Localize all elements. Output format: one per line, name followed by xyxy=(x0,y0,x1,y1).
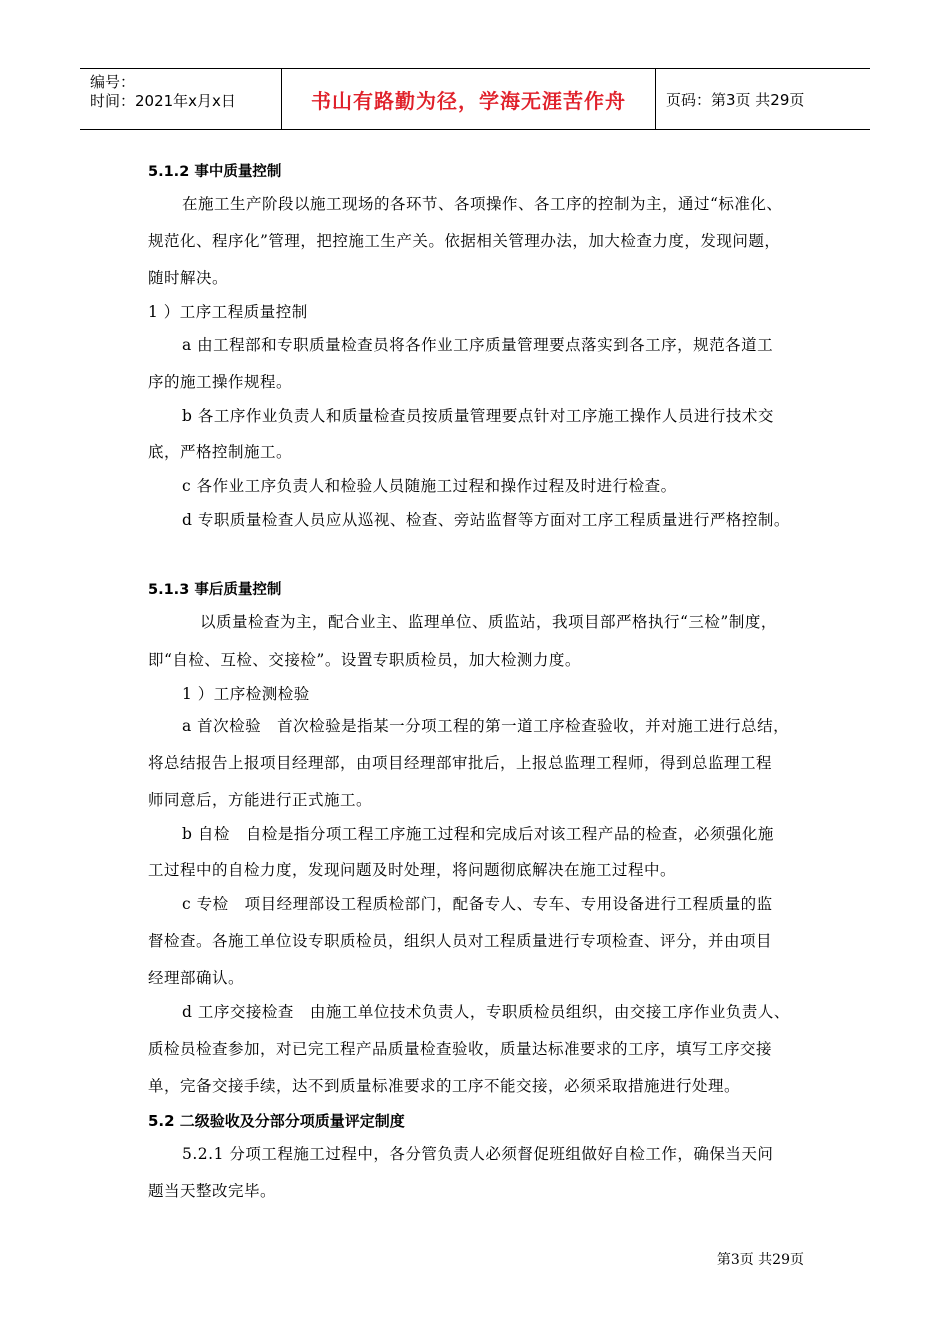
paragraph-line: b 各工序作业负责人和质量检查员按质量管理要点针对工序施工操作人员进行技术交 xyxy=(182,407,774,425)
paragraph-line: 质检员检查参加，对已完工程产品质量检查验收，质量达标准要求的工序，填写工序交接 xyxy=(148,1040,773,1058)
paragraph-line: a 首次检验 首次检验是指某一分项工程的第一道工序检查验收，并对施工进行总结， xyxy=(182,717,790,735)
paragraph-line: 以质量检查为主，配合业主、监理单位、质监站，我项目部严格执行“三检”制度， xyxy=(200,613,777,631)
header-page-number: 页码：第3页 共29页 xyxy=(666,90,805,109)
header-meta-cell xyxy=(80,69,282,129)
paragraph-line: 随时解决。 xyxy=(148,269,229,287)
paragraph-line: 经理部确认。 xyxy=(148,969,245,987)
paragraph-line: 序的施工操作规程。 xyxy=(148,373,293,391)
paragraph-line: d 工序交接检查 由施工单位技术负责人，专职质检员组织，由交接工序作业负责人、 xyxy=(182,1003,790,1021)
list-item-heading: 1 ）工序工程质量控制 xyxy=(148,303,308,321)
page-footer-number: 第3页 共29页 xyxy=(716,1252,804,1268)
section-title-5-1-2: 5.1.2 事中质量控制 xyxy=(148,164,282,180)
header-motto: 书山有路勤为径，学海无涯苦作舟 xyxy=(282,69,656,129)
section-title-5-2: 5.2 二级验收及分部分项质量评定制度 xyxy=(148,1112,405,1130)
paragraph-line: 督检查。各施工单位设专职质检员，组织人员对工程质量进行专项检查、评分，并由项目 xyxy=(148,932,773,950)
paragraph-line: 5.2.1 分项工程施工过程中，各分管负责人必须督促班组做好自检工作，确保当天问 xyxy=(182,1145,774,1163)
document-number-label: 编号： xyxy=(90,73,136,91)
document-date-label: 时间：2021年x月x日 xyxy=(90,92,236,110)
paragraph-line: d 专职质量检查人员应从巡视、检查、旁站监督等方面对工序工程质量进行严格控制。 xyxy=(182,511,790,529)
paragraph-line: 即“自检、互检、交接检”。设置专职质检员，加大检测力度。 xyxy=(148,651,581,669)
list-item-heading: 1 ）工序检测检验 xyxy=(182,685,310,703)
paragraph-line: 单，完备交接手续，达不到质量标准要求的工序不能交接，必须采取措施进行处理。 xyxy=(148,1077,741,1095)
paragraph-line: 工过程中的自检力度，发现问题及时处理，将问题彻底解决在施工过程中。 xyxy=(148,861,677,879)
page-header xyxy=(80,68,870,130)
paragraph-line: 规范化、程序化”管理，把控施工生产关。依据相关管理办法，加大检查力度，发现问题， xyxy=(148,232,781,250)
paragraph-line: 底，严格控制施工。 xyxy=(148,443,293,461)
paragraph-line: 师同意后，方能进行正式施工。 xyxy=(148,791,373,809)
paragraph-line: 在施工生产阶段以施工现场的各环节、各项操作、各工序的控制为主，通过“标准化、 xyxy=(182,195,783,213)
paragraph-line: c 各作业工序负责人和检验人员随施工过程和操作过程及时进行检查。 xyxy=(182,477,677,495)
paragraph-line: 将总结报告上报项目经理部，由项目经理部审批后，上报总监理工程师，得到总监理工程 xyxy=(148,754,773,772)
paragraph-line: a 由工程部和专职质量检查员将各作业工序质量管理要点落实到各工序，规范各道工 xyxy=(182,336,774,354)
paragraph-line: 题当天整改完毕。 xyxy=(148,1182,277,1200)
section-title-5-1-3: 5.1.3 事后质量控制 xyxy=(148,582,282,598)
paragraph-line: b 自检 自检是指分项工程工序施工过程和完成后对该工程产品的检查，必须强化施 xyxy=(182,825,774,843)
paragraph-line: c 专检 项目经理部设工程质检部门，配备专人、专车、专用设备进行工程质量的监 xyxy=(182,895,773,913)
